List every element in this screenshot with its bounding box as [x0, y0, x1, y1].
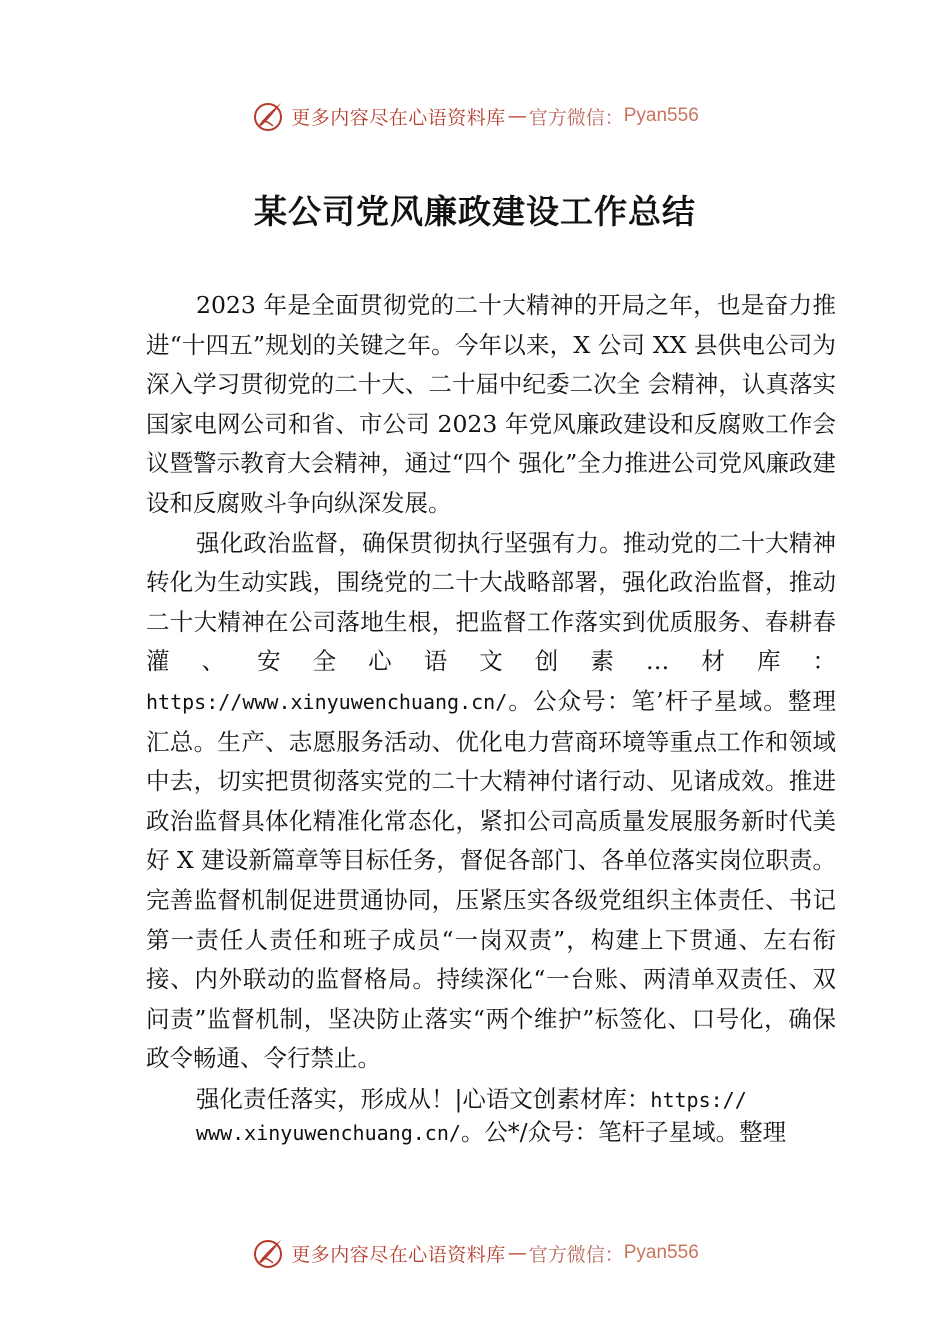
quill-logo-icon: [251, 1236, 285, 1270]
banner-wechat-label: 官方微信：: [528, 1243, 624, 1266]
source-url: www.xinyuwenchuang.cn/: [196, 1120, 461, 1145]
paragraph-intro: 2023 年是全面贯彻党的二十大精神的开局之年，也是奋力推进“十四五”规划的关键之年。今年以来，X 公司 XX 县供电公司为深入学习贯彻党的二十大、二十届中纪委二次全 会精神，认真落实国家电网公司和省、市公司 2023 年党风廉政建设和反腐败工作会议暨警示教育大会精神，通过“四个 强化”全力推进公司党风廉政建设和反腐败斗争向纵深发展。: [146, 291, 836, 517]
banner-wechat-handle: Pyan556: [623, 1242, 699, 1263]
paragraph-political-supervision: [146, 524, 836, 1079]
banner-wechat-label: 官方微信：: [528, 106, 624, 129]
paragraph-text: 强化责任落实，形成从！|心语文创素材库：: [196, 1084, 651, 1113]
banner-dash: —: [507, 105, 527, 127]
document-body: [146, 286, 836, 1149]
paragraph-line: [196, 1083, 836, 1116]
paragraph-responsibility: [146, 1083, 836, 1149]
paragraph-line: [196, 1116, 836, 1149]
quill-logo-icon: [251, 99, 285, 133]
paragraph-text: 。公*/众号：笔杆子星域。整理: [460, 1117, 787, 1146]
header-watermark-banner: [0, 96, 950, 136]
paragraph-text: 强化政治监督，确保贯彻执行坚强有力。推动党的二十大精神转化为生动实践，围绕党的二十大战略部署，强化政治监督，推动二十大精神在公司落地生根，把监督工作落实到优质服务、春耕春灌、安全心语文创素…材库：: [146, 528, 836, 676]
source-url: https://www.xinyuwenchuang.cn/: [146, 689, 508, 714]
source-url: https://: [650, 1087, 747, 1112]
banner-wechat-handle: Pyan556: [623, 105, 699, 126]
footer-watermark-banner: [0, 1233, 950, 1273]
document-title: 某公司党风廉政建设工作总结: [254, 192, 696, 231]
banner-left-text: 更多内容尽在心语资料库: [291, 1243, 506, 1266]
banner-dash: —: [507, 1242, 527, 1264]
banner-left-text: 更多内容尽在心语资料库: [291, 106, 506, 129]
paragraph-text: 。公众号：笔’杆子星域。整理汇总。生产、志愿服务活动、优化电力营商环境等重点工作和领域中去，切实把贯彻落实党的二十大精神付诸行动、见诸成效。推进政治监督具体化精准化常态化，紧扣公司高质量发展服务新时代美好 X 建设新篇章等目标任务，督促各部门、各单位落实岗位职责。完善监督机制促进贯通协同，压紧压实各级党组织主体责任、书记第一责任人责任和班子成员“一岗双责”，构建上下贯通、左右衔接、内外联动的监督格局。持续深化“一台账、两清单双责任、双问责”监督机制，坚决防止落实“两个维护”标签化、口号化，确保政令畅通、令行禁止。: [146, 686, 836, 1073]
